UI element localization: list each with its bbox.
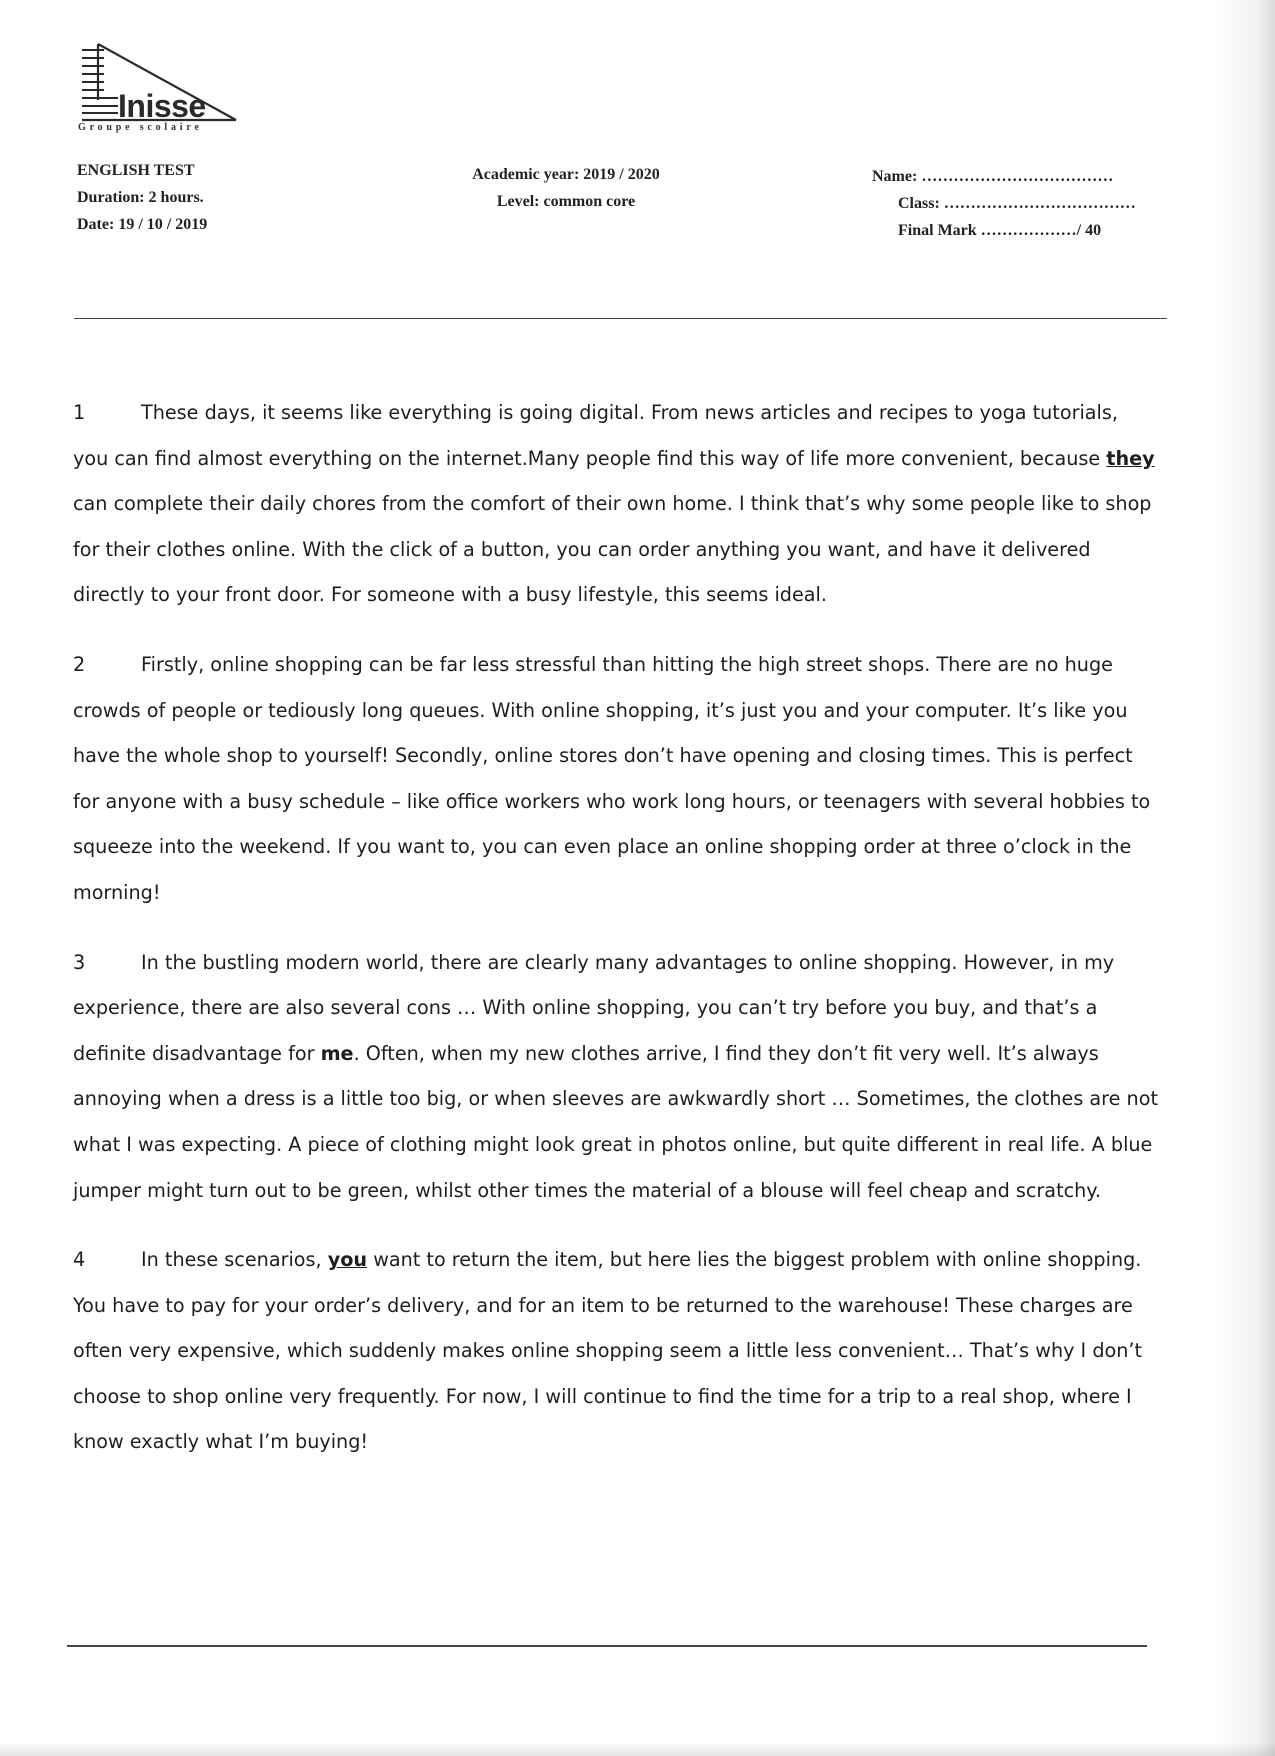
header-divider <box>74 318 1167 319</box>
test-date: Date: 19 / 10 / 2019 <box>77 216 208 233</box>
scan-bottom-shadow <box>0 1742 1275 1756</box>
reference-word-you: you <box>327 1248 368 1272</box>
scan-edge-shadow <box>1215 0 1275 1756</box>
paragraph-number: 1 <box>73 401 86 424</box>
name-field: Name: ……………………………… <box>872 168 1114 185</box>
academic-info <box>436 161 696 215</box>
level: Level: common core <box>496 193 636 210</box>
paragraph-1: 1 These days, it seems like everything is going digital. From news articles and recipes to yoga tutorials, you can find almost everything on the internet.Many people find this way of life more convenient, because they can complete their daily chores from the comfort of their own home. I think that’s why some people like to shop for their clothes online. With the click of a button, you can order anything you want, and have it delivered directly to your front door. For someone with a busy lifestyle, this seems ideal. <box>73 390 1158 618</box>
test-title: ENGLISH TEST <box>77 162 195 179</box>
final-mark-field: Final Mark ………………/ 40 <box>898 222 1102 239</box>
logo-name: Inisse <box>118 88 206 124</box>
paragraph-number: 2 <box>73 652 86 676</box>
student-info <box>872 163 1136 244</box>
test-info <box>77 157 207 238</box>
reading-passage <box>73 390 1158 1489</box>
footer-divider <box>67 1645 1147 1647</box>
logo-subtitle: Groupe scolaire <box>78 122 203 133</box>
class-field: Class: ……………………………… <box>898 195 1136 212</box>
paragraph-number: 3 <box>73 950 86 974</box>
reference-word-they: they <box>1106 446 1155 470</box>
test-duration: Duration: 2 hours. <box>77 189 204 206</box>
academic-year: Academic year: 2019 / 2020 <box>472 166 660 183</box>
paragraph-number: 4 <box>73 1248 86 1272</box>
paragraph-2: 2 Firstly, online shopping can be far less stressful than hitting the high street shops. There are no huge crowds of people or tediously long queues. With online shopping, it’s just you and your computer. It’s like you have the whole shop to yourself! Secondly, online stores don’t have opening and closing times. This is perfect for anyone with a busy schedule – like office workers who work long hours, or teenagers with several hobbies to squeeze into the weekend. If you want to, you can even place an online shopping order at three o’clock in the morning! <box>73 642 1158 916</box>
reference-word-me: me <box>320 1041 354 1065</box>
paragraph-4: 4 In these scenarios, you want to return the item, but here lies the biggest problem with online shopping. You have to pay for your order’s delivery, and for an item to be returned to the warehouse! These charges are often very expensive, which suddenly makes online shopping seem a little less convenient… That’s why I don’t choose to shop online very frequently. For now, I will continue to find the time for a trip to a real shop, where I know exactly what I’m buying! <box>73 1237 1158 1465</box>
paragraph-3: 3 In the bustling modern world, there are clearly many advantages to online shopping. However, in my experience, there are also several cons … With online shopping, you can’t try before you buy, and that’s a definite disadvantage for me. Often, when my new clothes arrive, I find they don’t fit very well. It’s always annoying when a dress is a little too big, or when sleeves are awkwardly short … Sometimes, the clothes are not what I was expecting. A piece of clothing might look great in photos online, but quite different in real life. A blue jumper might turn out to be green, whilst other times the material of a blouse will feel cheap and scratchy. <box>73 940 1158 1214</box>
